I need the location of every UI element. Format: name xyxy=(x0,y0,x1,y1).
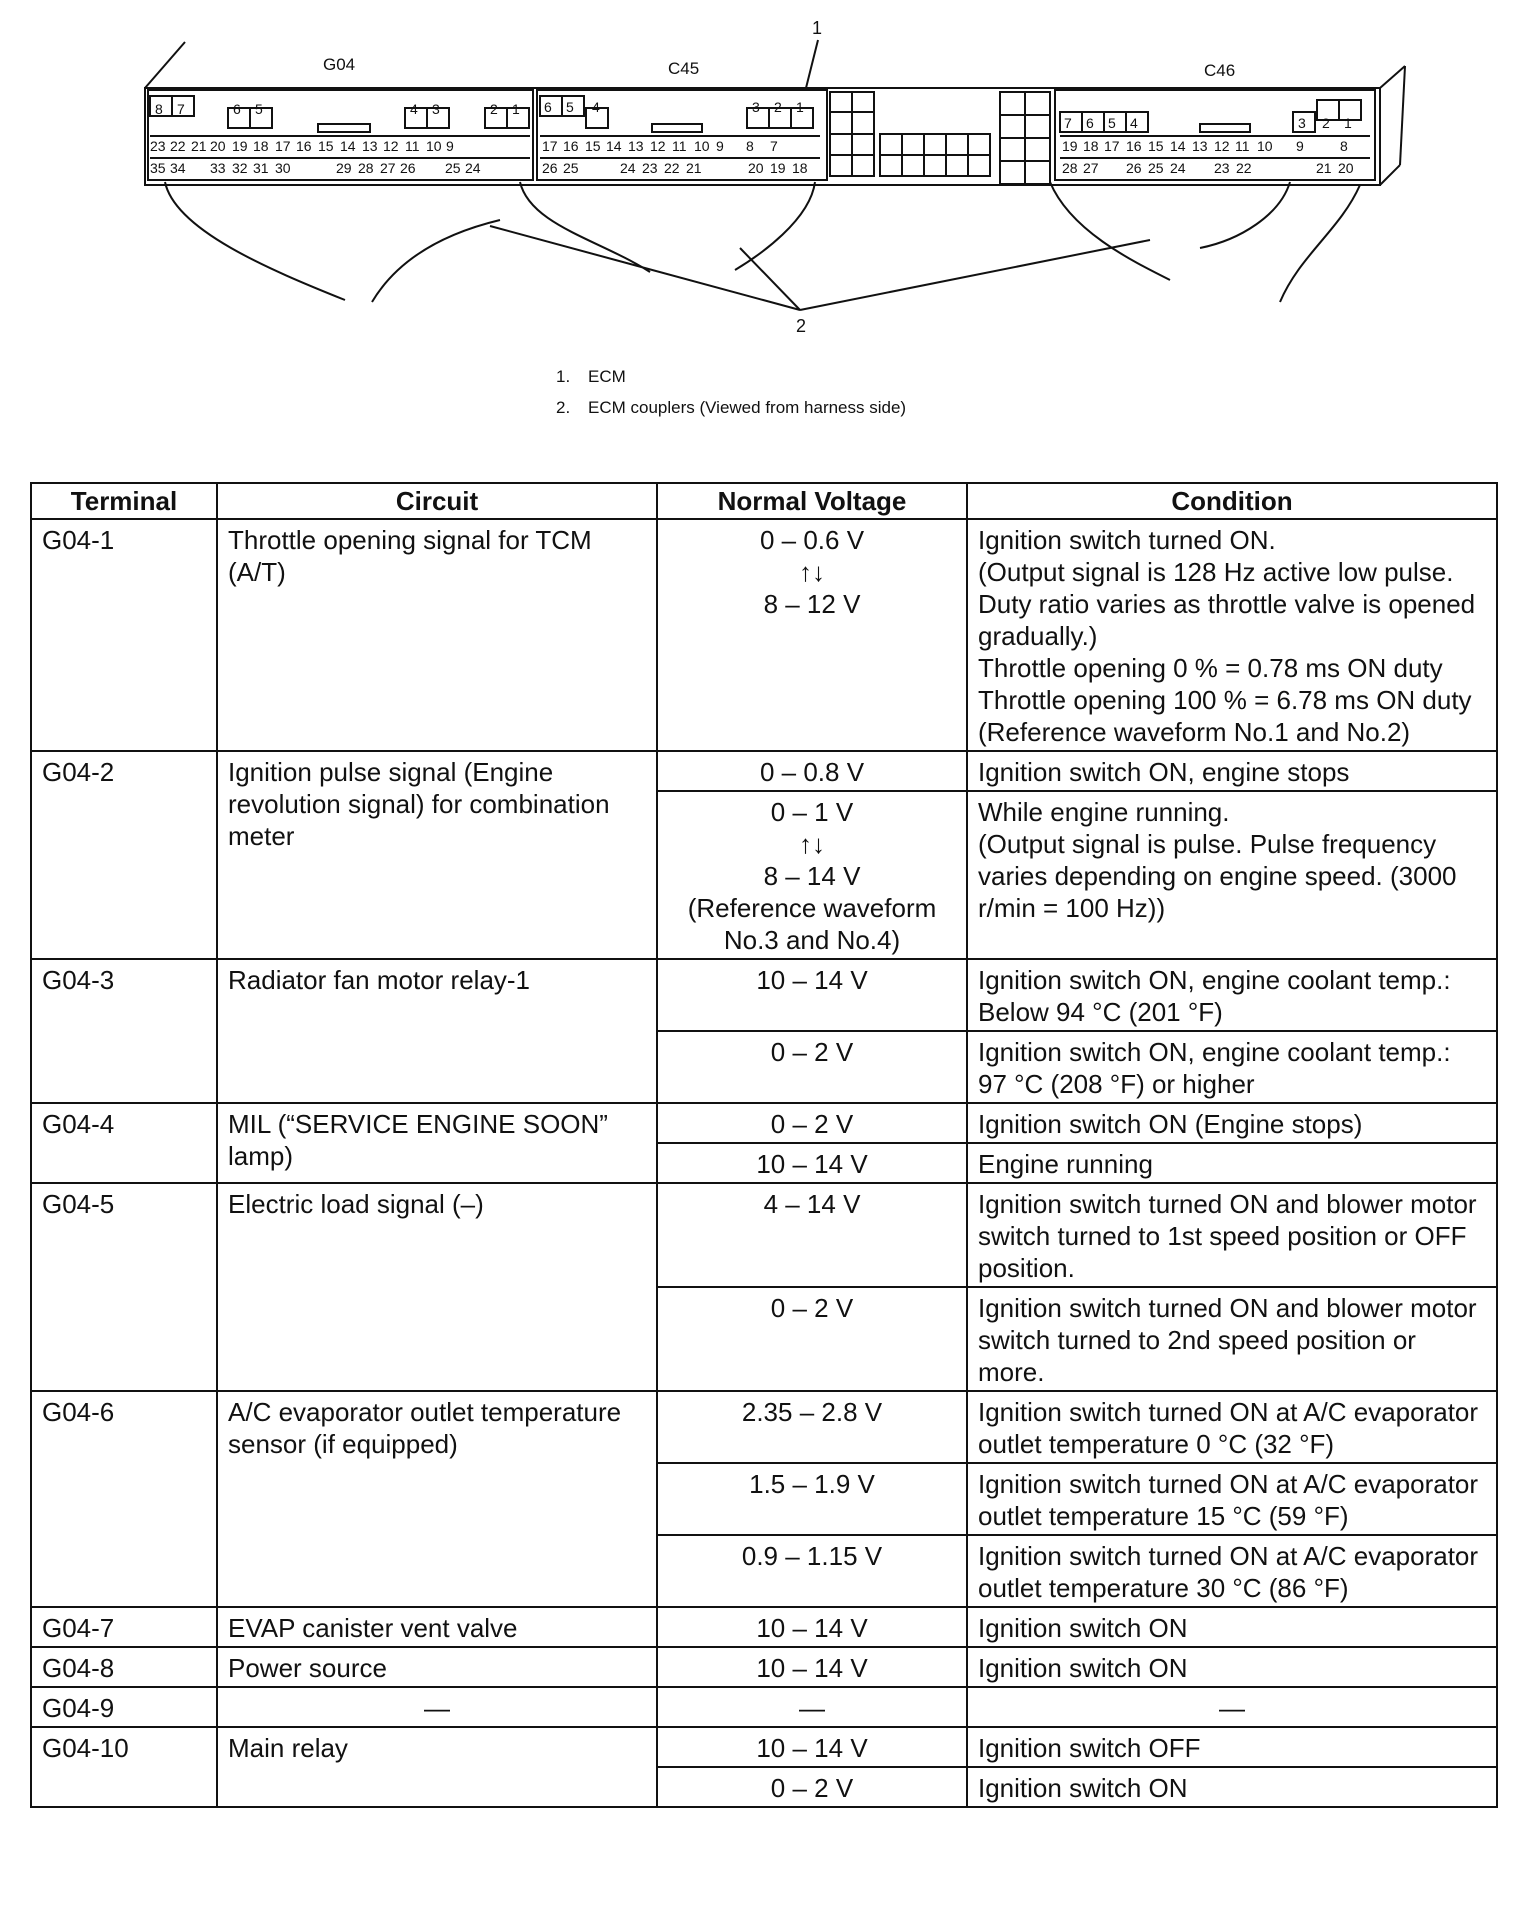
pin-g04-31: 31 xyxy=(253,160,269,176)
pin-c45-4: 4 xyxy=(592,99,600,115)
pin-g04-16: 16 xyxy=(296,138,312,154)
condition-cell: Ignition switch ON xyxy=(967,1607,1497,1647)
voltage-cell: 0 – 2 V xyxy=(657,1287,967,1391)
header-condition: Condition xyxy=(967,483,1497,519)
pin-c46-2: 2 xyxy=(1322,115,1330,131)
pin-g04-23: 23 xyxy=(150,138,166,154)
pin-c45-7: 7 xyxy=(770,138,778,154)
condition-cell: Ignition switch turned ON at A/C evaporator outlet temperature 0 °C (32 °F) xyxy=(967,1391,1497,1463)
pin-g04-14: 14 xyxy=(340,138,356,154)
terminal-cell: G04-6 xyxy=(31,1391,217,1607)
pin-c45-24: 24 xyxy=(620,160,636,176)
pin-g04-25: 25 xyxy=(445,160,461,176)
condition-cell: Engine running xyxy=(967,1143,1497,1183)
terminal-cell: G04-4 xyxy=(31,1103,217,1183)
pin-c45-25: 25 xyxy=(563,160,579,176)
pin-c46-11: 11 xyxy=(1235,138,1250,154)
voltage-cell: 2.35 – 2.8 V xyxy=(657,1391,967,1463)
circuit-cell: Power source xyxy=(217,1647,657,1687)
voltage-cell: 10 – 14 V xyxy=(657,959,967,1031)
condition-cell: Ignition switch turned ON. (Output signal is 128 Hz active low pulse. Duty ratio varies as throttle valve is opened gradually.) Throttle opening 0 % = 0.78 ms ON duty Throttle opening 100 % = 6.78 ms ON duty (Reference waveform No.1 and No.2) xyxy=(967,519,1497,751)
pin-c46-12: 12 xyxy=(1214,138,1230,154)
callout-couplers: 2 xyxy=(796,316,807,336)
voltage-cell: 4 – 14 V xyxy=(657,1183,967,1287)
pin-c46-20: 20 xyxy=(1338,160,1354,176)
pin-g04-2: 2 xyxy=(490,101,498,117)
pin-g04-11: 11 xyxy=(405,138,420,154)
pin-c46-24: 24 xyxy=(1170,160,1186,176)
connector-label-c46: C46 xyxy=(1204,61,1236,80)
condition-cell: Ignition switch turned ON at A/C evaporator outlet temperature 30 °C (86 °F) xyxy=(967,1535,1497,1607)
pin-g04-5: 5 xyxy=(255,101,263,117)
pin-g04-1: 1 xyxy=(512,101,520,117)
pin-g04-3: 3 xyxy=(432,101,440,117)
terminal-cell: G04-10 xyxy=(31,1727,217,1807)
pin-g04-20: 20 xyxy=(210,138,226,154)
condition-cell: Ignition switch ON, engine stops xyxy=(967,751,1497,791)
terminal-cell: G04-3 xyxy=(31,959,217,1103)
pin-c46-5: 5 xyxy=(1108,115,1116,131)
pin-g04-28: 28 xyxy=(358,160,374,176)
circuit-cell: MIL (“SERVICE ENGINE SOON” lamp) xyxy=(217,1103,657,1183)
pin-g04-13: 13 xyxy=(362,138,378,154)
voltage-cell: 10 – 14 V xyxy=(657,1143,967,1183)
pin-c45-18: 18 xyxy=(792,160,808,176)
table-row xyxy=(31,1103,1497,1143)
pin-c45-21: 21 xyxy=(686,160,702,176)
pin-g04-6: 6 xyxy=(233,101,241,117)
pin-c45-9: 9 xyxy=(716,138,724,154)
pin-g04-17: 17 xyxy=(275,138,291,154)
pin-c46-26: 26 xyxy=(1126,160,1142,176)
pin-g04-32: 32 xyxy=(232,160,248,176)
circuit-cell: Radiator fan motor relay-1 xyxy=(217,959,657,1103)
voltage-cell: 0 – 2 V xyxy=(657,1031,967,1103)
connector-label-g04: G04 xyxy=(323,55,356,74)
table-row xyxy=(31,751,1497,791)
pin-g04-19: 19 xyxy=(232,138,248,154)
pin-c46-25: 25 xyxy=(1148,160,1164,176)
pin-c45-19: 19 xyxy=(770,160,786,176)
header-terminal: Terminal xyxy=(31,483,217,519)
pin-g04-34: 34 xyxy=(170,160,186,176)
table-row xyxy=(31,1391,1497,1463)
legend-text: ECM couplers (Viewed from harness side) xyxy=(588,398,907,417)
pin-c45-20: 20 xyxy=(748,160,764,176)
pin-g04-26: 26 xyxy=(400,160,416,176)
pin-g04-9: 9 xyxy=(446,138,454,154)
terminal-cell: G04-9 xyxy=(31,1687,217,1727)
circuit-cell: Main relay xyxy=(217,1727,657,1807)
header-normal-voltage: Normal Voltage xyxy=(657,483,967,519)
pin-g04-4: 4 xyxy=(410,101,418,117)
connector-label-c45: C45 xyxy=(668,59,700,78)
table-body xyxy=(31,519,1497,1807)
terminal-cell: G04-8 xyxy=(31,1647,217,1687)
terminal-cell: G04-7 xyxy=(31,1607,217,1647)
pin-c46-1: 1 xyxy=(1344,115,1352,131)
circuit-cell: A/C evaporator outlet temperature sensor (if equipped) xyxy=(217,1391,657,1607)
condition-cell: Ignition switch turned ON and blower motor switch turned to 2nd speed position or more. xyxy=(967,1287,1497,1391)
condition-cell: — xyxy=(967,1687,1497,1727)
pin-g04-22: 22 xyxy=(170,138,186,154)
condition-cell: While engine running. (Output signal is pulse. Pulse frequency varies depending on engine speed. (3000 r/min = 100 Hz)) xyxy=(967,791,1497,959)
voltage-cell: 0 – 0.8 V xyxy=(657,751,967,791)
pin-c45-2: 2 xyxy=(774,99,782,115)
table-header-row xyxy=(31,483,1497,519)
voltage-cell: — xyxy=(657,1687,967,1727)
condition-cell: Ignition switch ON, engine coolant temp.: 97 °C (208 °F) or higher xyxy=(967,1031,1497,1103)
pin-c45-13: 13 xyxy=(628,138,644,154)
pin-c45-22: 22 xyxy=(664,160,680,176)
pin-c45-11: 11 xyxy=(672,138,687,154)
pin-c45-3: 3 xyxy=(752,99,760,115)
pins-c45 xyxy=(542,99,808,176)
pin-g04-7: 7 xyxy=(177,101,185,117)
pin-g04-21: 21 xyxy=(191,138,207,154)
pin-c46-19: 19 xyxy=(1062,138,1078,154)
pin-g04-30: 30 xyxy=(275,160,291,176)
legend-item-ecm xyxy=(556,367,626,387)
callout-ecm: 1 xyxy=(812,18,823,38)
pin-c46-28: 28 xyxy=(1062,160,1078,176)
terminal-cell: G04-1 xyxy=(31,519,217,751)
pin-g04-27: 27 xyxy=(380,160,396,176)
pin-c45-6: 6 xyxy=(544,99,552,115)
pin-c46-21: 21 xyxy=(1316,160,1332,176)
pin-c45-10: 10 xyxy=(694,138,710,154)
table-row xyxy=(31,1607,1497,1647)
pin-c45-5: 5 xyxy=(566,99,574,115)
legend-item-couplers xyxy=(556,398,906,418)
pin-c46-4: 4 xyxy=(1130,115,1138,131)
pins-g04 xyxy=(150,101,520,176)
pin-c46-16: 16 xyxy=(1126,138,1142,154)
pin-c46-7: 7 xyxy=(1064,115,1072,131)
terminal-cell: G04-5 xyxy=(31,1183,217,1391)
pin-c46-10: 10 xyxy=(1257,138,1273,154)
pin-c45-17: 17 xyxy=(542,138,558,154)
legend-number: 2. xyxy=(556,398,571,417)
condition-cell: Ignition switch turned ON and blower motor switch turned to 1st speed position or OFF position. xyxy=(967,1183,1497,1287)
voltage-cell: 0 – 2 V xyxy=(657,1767,967,1807)
pin-c46-18: 18 xyxy=(1083,138,1099,154)
circuit-cell: Electric load signal (–) xyxy=(217,1183,657,1391)
ecm-connector-diagram xyxy=(0,0,1520,440)
pin-g04-10: 10 xyxy=(426,138,442,154)
pin-c45-16: 16 xyxy=(563,138,579,154)
pin-c46-6: 6 xyxy=(1086,115,1094,131)
pin-c46-23: 23 xyxy=(1214,160,1230,176)
pin-c45-23: 23 xyxy=(642,160,658,176)
pin-c45-8: 8 xyxy=(746,138,754,154)
voltage-cell: 1.5 – 1.9 V xyxy=(657,1463,967,1535)
pin-c46-17: 17 xyxy=(1104,138,1120,154)
circuit-cell: EVAP canister vent valve xyxy=(217,1607,657,1647)
pin-g04-24: 24 xyxy=(465,160,481,176)
table-row xyxy=(31,1183,1497,1287)
pin-g04-18: 18 xyxy=(253,138,269,154)
pin-c45-26: 26 xyxy=(542,160,558,176)
pin-c46-9: 9 xyxy=(1296,138,1304,154)
table-row xyxy=(31,1647,1497,1687)
header-circuit: Circuit xyxy=(217,483,657,519)
legend-number: 1. xyxy=(556,367,571,386)
circuit-cell: Ignition pulse signal (Engine revolution signal) for combination meter xyxy=(217,751,657,959)
condition-cell: Ignition switch ON, engine coolant temp.: Below 94 °C (201 °F) xyxy=(967,959,1497,1031)
table-row xyxy=(31,1687,1497,1727)
pin-g04-35: 35 xyxy=(150,160,166,176)
pin-c46-22: 22 xyxy=(1236,160,1252,176)
condition-cell: Ignition switch ON xyxy=(967,1767,1497,1807)
pin-c46-15: 15 xyxy=(1148,138,1164,154)
pin-c46-8: 8 xyxy=(1340,138,1348,154)
pin-g04-12: 12 xyxy=(383,138,399,154)
voltage-cell: 0.9 – 1.15 V xyxy=(657,1535,967,1607)
pin-g04-33: 33 xyxy=(210,160,226,176)
pin-c45-1: 1 xyxy=(796,99,804,115)
pin-c46-3: 3 xyxy=(1298,115,1306,131)
circuit-cell: — xyxy=(217,1687,657,1727)
circuit-cell: Throttle opening signal for TCM (A/T) xyxy=(217,519,657,751)
voltage-cell: 0 – 1 V ↑↓ 8 – 14 V (Reference waveform No.3 and No.4) xyxy=(657,791,967,959)
pin-g04-8: 8 xyxy=(155,101,163,117)
pin-g04-15: 15 xyxy=(318,138,334,154)
condition-cell: Ignition switch ON (Engine stops) xyxy=(967,1103,1497,1143)
pin-g04-29: 29 xyxy=(336,160,352,176)
voltage-cell: 10 – 14 V xyxy=(657,1727,967,1767)
pin-c46-13: 13 xyxy=(1192,138,1208,154)
voltage-cell: 0 – 0.6 V ↑↓ 8 – 12 V xyxy=(657,519,967,751)
condition-cell: Ignition switch OFF xyxy=(967,1727,1497,1767)
voltage-cell: 10 – 14 V xyxy=(657,1647,967,1687)
table-row xyxy=(31,519,1497,751)
table-row xyxy=(31,959,1497,1031)
voltage-cell: 0 – 2 V xyxy=(657,1103,967,1143)
pin-c46-27: 27 xyxy=(1083,160,1099,176)
terminal-cell: G04-2 xyxy=(31,751,217,959)
pin-c45-14: 14 xyxy=(606,138,622,154)
pin-c45-12: 12 xyxy=(650,138,666,154)
pin-c45-15: 15 xyxy=(585,138,601,154)
legend-text: ECM xyxy=(588,367,626,386)
condition-cell: Ignition switch turned ON at A/C evaporator outlet temperature 15 °C (59 °F) xyxy=(967,1463,1497,1535)
condition-cell: Ignition switch ON xyxy=(967,1647,1497,1687)
voltage-cell: 10 – 14 V xyxy=(657,1607,967,1647)
terminal-spec-table xyxy=(30,482,1498,1808)
table-row xyxy=(31,1727,1497,1767)
pin-c46-14: 14 xyxy=(1170,138,1186,154)
